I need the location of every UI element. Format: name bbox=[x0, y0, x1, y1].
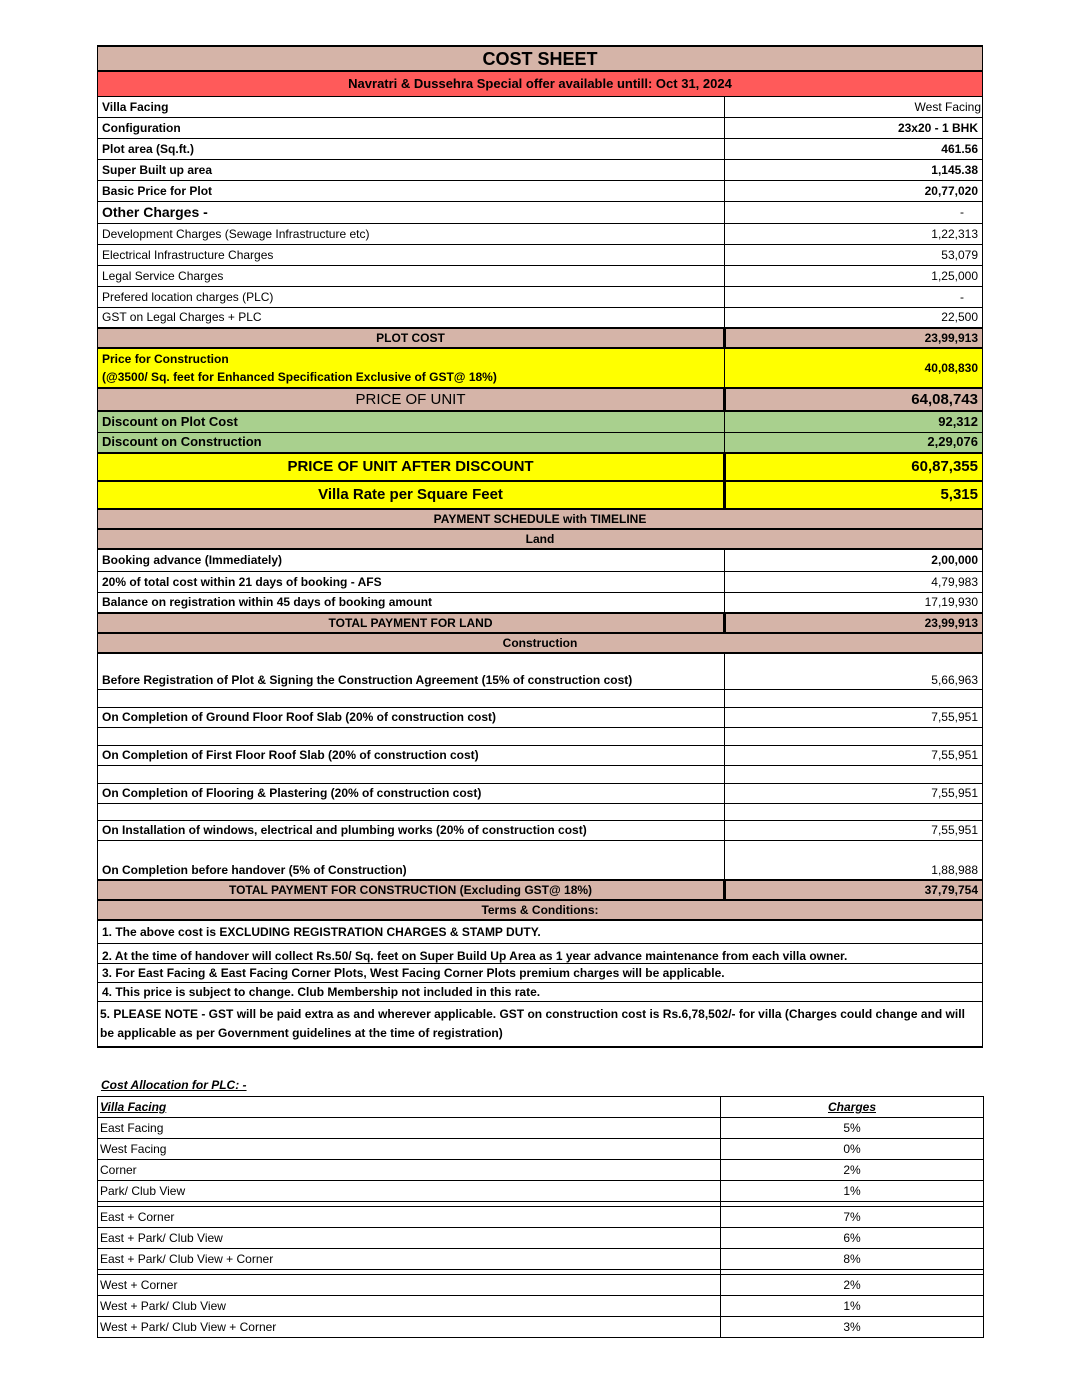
offer-banner: Navratri & Dussehra Special offer available untill: Oct 31, 2024 bbox=[98, 71, 983, 96]
construction-payment-value: 5,66,963 bbox=[725, 653, 983, 689]
construction-price-note: (@3500/ Sq. feet for Enhanced Specification Exclusive of GST@ 18%) bbox=[102, 370, 497, 384]
detail-row bbox=[98, 159, 983, 180]
term-item: 1. The above cost is EXCLUDING REGISTRATION CHARGES & STAMP DUTY. bbox=[98, 920, 983, 943]
charge-row bbox=[98, 244, 983, 265]
term-item: 4. This price is subject to change. Club Membership not included in this rate. bbox=[98, 982, 983, 1001]
charge-value: 53,079 bbox=[725, 244, 983, 265]
construction-payment-value: 7,55,951 bbox=[725, 707, 983, 727]
land-payment-row bbox=[98, 549, 983, 571]
construction-payment-row bbox=[98, 840, 983, 880]
plc-row bbox=[98, 1139, 984, 1160]
detail-value: West Facing bbox=[725, 96, 983, 117]
construction-price-row bbox=[98, 348, 983, 388]
detail-row bbox=[98, 138, 983, 159]
construction-payment-row bbox=[98, 783, 983, 803]
charge-label: Electrical Infrastructure Charges bbox=[98, 244, 725, 265]
cost-sheet bbox=[97, 45, 983, 1048]
term-item: 3. For East Facing & East Facing Corner Plots, West Facing Corner Plots premium charges will be applicable. bbox=[98, 963, 983, 982]
rate-per-sqft-value: 5,315 bbox=[725, 481, 983, 509]
plc-facing: East + Corner bbox=[98, 1207, 721, 1228]
construction-price-label: Price for Construction bbox=[102, 352, 229, 366]
detail-row bbox=[98, 117, 983, 138]
sheet-title: COST SHEET bbox=[98, 46, 983, 71]
plc-charge: 3% bbox=[721, 1317, 984, 1338]
cost-sheet-table bbox=[97, 45, 983, 1048]
price-of-unit-row bbox=[98, 388, 983, 411]
construction-payment-row bbox=[98, 653, 983, 689]
land-payment-label: Booking advance (Immediately) bbox=[98, 549, 725, 571]
term-item: 2. At the time of handover will collect Rs.50/ Sq. feet on Super Build Up Area as 1 year advance maintenance from each villa owner. bbox=[98, 943, 983, 963]
detail-value: 1,145.38 bbox=[725, 159, 983, 180]
plc-row bbox=[98, 1118, 984, 1139]
construction-total-label: TOTAL PAYMENT FOR CONSTRUCTION (Excluding GST@ 18%) bbox=[98, 880, 725, 900]
discount-value: 92,312 bbox=[725, 411, 983, 432]
land-total-row bbox=[98, 613, 983, 633]
terms-title: Terms & Conditions: bbox=[98, 900, 983, 920]
detail-label: Plot area (Sq.ft.) bbox=[98, 138, 725, 159]
land-payment-row bbox=[98, 592, 983, 613]
construction-payment-label: On Installation of windows, electrical and plumbing works (20% of construction cost) bbox=[98, 820, 725, 840]
detail-value: 23x20 - 1 BHK bbox=[725, 117, 983, 138]
construction-payment-label: On Completion of Ground Floor Roof Slab (20% of construction cost) bbox=[98, 707, 725, 727]
construction-total-value: 37,79,754 bbox=[725, 880, 983, 900]
plc-table bbox=[97, 1096, 984, 1338]
plc-charge: 7% bbox=[721, 1207, 984, 1228]
construction-payment-row bbox=[98, 745, 983, 765]
charge-row bbox=[98, 265, 983, 286]
plc-facing: East Facing bbox=[98, 1118, 721, 1139]
discount-label: Discount on Plot Cost bbox=[98, 411, 725, 432]
plc-facing: West + Corner bbox=[98, 1275, 721, 1296]
land-total-label: TOTAL PAYMENT FOR LAND bbox=[98, 613, 725, 633]
other-charges-row bbox=[98, 201, 983, 223]
construction-payment-row bbox=[98, 820, 983, 840]
detail-value: 20,77,020 bbox=[725, 180, 983, 201]
discount-row bbox=[98, 432, 983, 453]
plc-facing: East + Park/ Club View + Corner bbox=[98, 1249, 721, 1270]
plc-facing: West Facing bbox=[98, 1139, 721, 1160]
plc-col-charges: Charges bbox=[721, 1097, 984, 1118]
plc-col-facing: Villa Facing bbox=[98, 1097, 721, 1118]
plc-facing: Park/ Club View bbox=[98, 1181, 721, 1202]
land-payment-value: 4,79,983 bbox=[725, 571, 983, 592]
plc-charge: 2% bbox=[721, 1160, 984, 1181]
detail-label: Villa Facing bbox=[98, 96, 725, 117]
detail-label: Configuration bbox=[98, 117, 725, 138]
price-after-discount-row bbox=[98, 453, 983, 481]
plc-charge: 8% bbox=[721, 1249, 984, 1270]
other-charges-value: - bbox=[725, 201, 983, 223]
construction-payment-label: Before Registration of Plot & Signing the Construction Agreement (15% of construction cost) bbox=[98, 653, 725, 689]
plc-row bbox=[98, 1249, 984, 1270]
construction-price-value: 40,08,830 bbox=[725, 348, 983, 388]
price-of-unit-label: PRICE OF UNIT bbox=[98, 388, 725, 411]
plc-facing: East + Park/ Club View bbox=[98, 1228, 721, 1249]
term-item: 5. PLEASE NOTE - GST will be paid extra as and wherever applicable. GST on construction cost is Rs.6,78,502/- for villa (Charges could change and will be applicable as per Government guidelines at the time of registration) bbox=[98, 1001, 983, 1047]
charge-value: 1,25,000 bbox=[725, 265, 983, 286]
land-payment-label: 20% of total cost within 21 days of booking - AFS bbox=[98, 571, 725, 592]
plc-row bbox=[98, 1296, 984, 1317]
plc-charge: 1% bbox=[721, 1296, 984, 1317]
construction-section-title: Construction bbox=[98, 633, 983, 653]
plc-charge: 1% bbox=[721, 1181, 984, 1202]
charge-label: GST on Legal Charges + PLC bbox=[98, 307, 725, 328]
plot-cost-label: PLOT COST bbox=[98, 328, 725, 348]
price-after-discount-label: PRICE OF UNIT AFTER DISCOUNT bbox=[98, 453, 725, 481]
plc-row bbox=[98, 1160, 984, 1181]
charge-label: Development Charges (Sewage Infrastructure etc) bbox=[98, 223, 725, 244]
detail-row bbox=[98, 180, 983, 201]
plc-header-row bbox=[98, 1097, 984, 1118]
price-of-unit-value: 64,08,743 bbox=[725, 388, 983, 411]
plc-facing: West + Park/ Club View bbox=[98, 1296, 721, 1317]
detail-row bbox=[98, 96, 983, 117]
schedule-title: PAYMENT SCHEDULE with TIMELINE bbox=[98, 509, 983, 529]
construction-payment-value: 7,55,951 bbox=[725, 783, 983, 803]
land-payment-row bbox=[98, 571, 983, 592]
detail-label: Basic Price for Plot bbox=[98, 180, 725, 201]
construction-payment-value: 7,55,951 bbox=[725, 745, 983, 765]
detail-value: 461.56 bbox=[725, 138, 983, 159]
charge-row bbox=[98, 286, 983, 307]
land-section-title: Land bbox=[98, 529, 983, 549]
rate-per-sqft-label: Villa Rate per Square Feet bbox=[98, 481, 725, 509]
construction-payment-label: On Completion before handover (5% of Construction) bbox=[98, 840, 725, 880]
discount-row bbox=[98, 411, 983, 432]
charge-label: Legal Service Charges bbox=[98, 265, 725, 286]
plc-charge: 0% bbox=[721, 1139, 984, 1160]
charge-value: - bbox=[725, 286, 983, 307]
plc-charge: 5% bbox=[721, 1118, 984, 1139]
plot-cost-row bbox=[98, 328, 983, 348]
plc-row bbox=[98, 1207, 984, 1228]
plc-row bbox=[98, 1228, 984, 1249]
plc-charge: 6% bbox=[721, 1228, 984, 1249]
plc-row bbox=[98, 1275, 984, 1296]
construction-payment-label: On Completion of First Floor Roof Slab (20% of construction cost) bbox=[98, 745, 725, 765]
charge-value: 1,22,313 bbox=[725, 223, 983, 244]
construction-payment-value: 1,88,988 bbox=[725, 840, 983, 880]
plc-facing: Corner bbox=[98, 1160, 721, 1181]
plc-charge: 2% bbox=[721, 1275, 984, 1296]
discount-label: Discount on Construction bbox=[98, 432, 725, 453]
plc-title: Cost Allocation for PLC: - bbox=[101, 1078, 247, 1092]
price-after-discount-value: 60,87,355 bbox=[725, 453, 983, 481]
charge-row bbox=[98, 307, 983, 328]
rate-per-sqft-row bbox=[98, 481, 983, 509]
plot-cost-value: 23,99,913 bbox=[725, 328, 983, 348]
plc-section bbox=[97, 1078, 983, 1338]
discount-value: 2,29,076 bbox=[725, 432, 983, 453]
land-payment-value: 17,19,930 bbox=[725, 592, 983, 613]
other-charges-label: Other Charges - bbox=[98, 201, 725, 223]
construction-payment-value: 7,55,951 bbox=[725, 820, 983, 840]
construction-payment-row bbox=[98, 707, 983, 727]
land-payment-label: Balance on registration within 45 days of booking amount bbox=[98, 592, 725, 613]
plc-row bbox=[98, 1317, 984, 1338]
detail-label: Super Built up area bbox=[98, 159, 725, 180]
land-total-value: 23,99,913 bbox=[725, 613, 983, 633]
plc-facing: West + Park/ Club View + Corner bbox=[98, 1317, 721, 1338]
charge-value: 22,500 bbox=[725, 307, 983, 328]
plc-row bbox=[98, 1181, 984, 1202]
construction-payment-label: On Completion of Flooring & Plastering (20% of construction cost) bbox=[98, 783, 725, 803]
construction-total-row bbox=[98, 880, 983, 900]
charge-row bbox=[98, 223, 983, 244]
land-payment-value: 2,00,000 bbox=[725, 549, 983, 571]
charge-label: Prefered location charges (PLC) bbox=[98, 286, 725, 307]
